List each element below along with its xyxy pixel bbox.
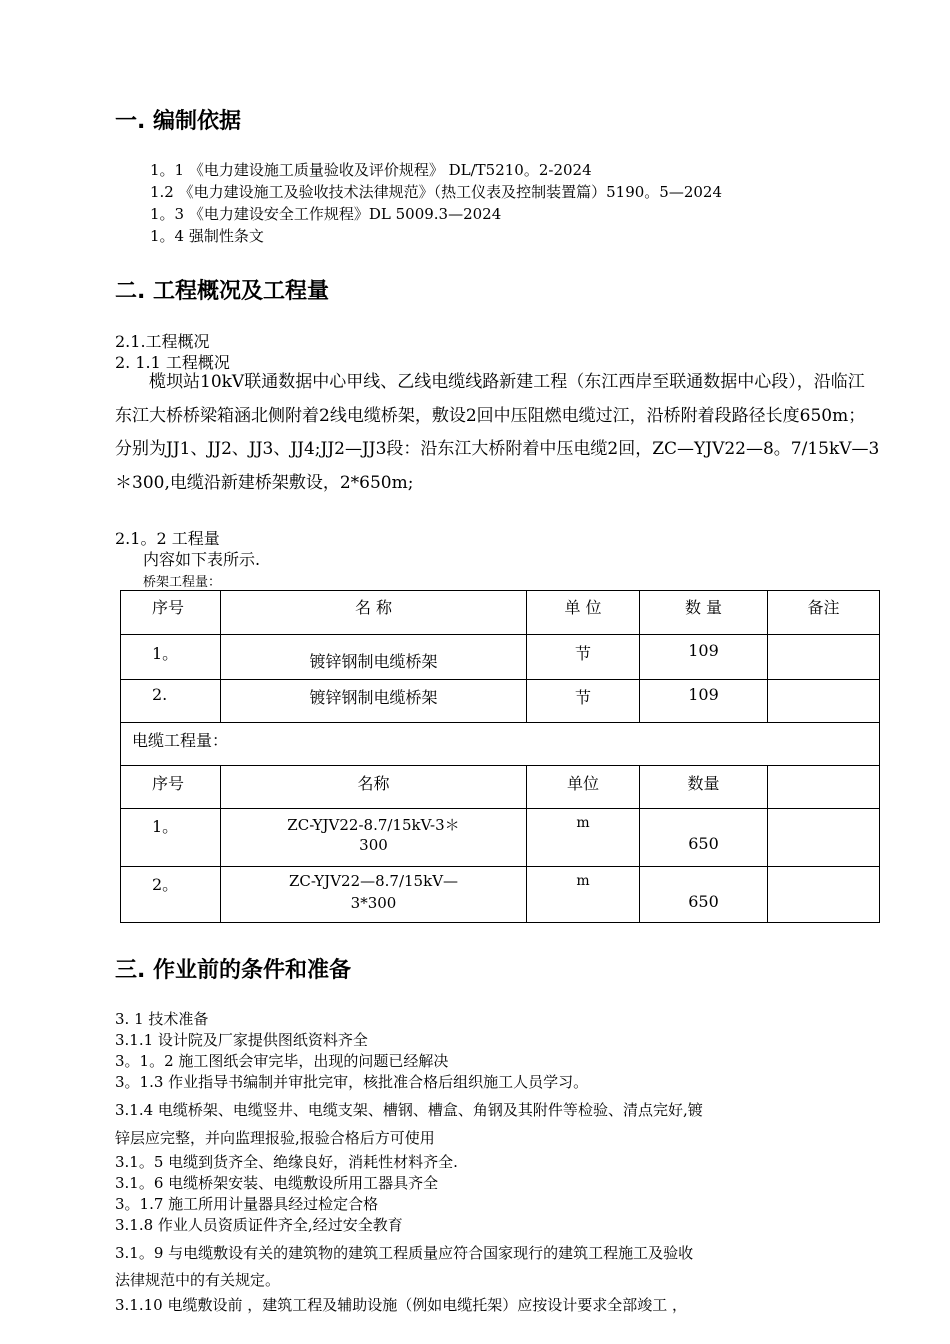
table-row: 1。 镀锌钢制电缆桥架 节 109 — [121, 635, 880, 680]
basis-item-4: 1。4 强制性条文 — [150, 227, 264, 245]
bridge-header-row — [121, 591, 880, 635]
table-row: 2. 镀锌钢制电缆桥架 节 109 — [121, 680, 880, 723]
prep-item: 3.1。5 电缆到货齐全、绝缘良好，消耗性材料齐全. — [115, 1153, 458, 1171]
prep-item: 3.1.1 设计院及厂家提供图纸资料齐全 — [115, 1031, 368, 1049]
basis-item-2: 1.2 《电力建设施工及验收技术法律规范》（热工仪表及控制装置篇）5190。5—2024 — [150, 183, 723, 201]
bridge-header-cell: 单 位 — [527, 591, 640, 635]
prep-item: 3。1.7 施工所用计量器具经过检定合格 — [115, 1195, 379, 1213]
section1-heading: 一. 编制依据 — [115, 109, 242, 134]
bridge-header-cell: 名 称 — [221, 591, 527, 635]
cable-caption-row — [121, 723, 880, 766]
bridge-table-caption: 桥架工程量： — [143, 575, 222, 590]
cable-header-row: 序号 名称 单位 数量 — [121, 766, 880, 809]
section3-heading: 三. 作业前的条件和准备 — [115, 958, 352, 983]
prep-item: 3。1。2 施工图纸会审完毕，出现的问题已经解决 — [115, 1052, 449, 1070]
sub-heading-2-1: 2.1.工程概况 — [115, 332, 210, 351]
section2-heading: 二. 工程概况及工程量 — [115, 279, 330, 304]
prep-item: 3.1.4 电缆桥架、电缆竖井、电缆支架、槽钢、槽盒、角钢及其附件等检验、清点完好,镀 — [115, 1101, 703, 1119]
basis-item-3: 1。3 《电力建设安全工作规程》DL 5009.3—2024 — [150, 205, 502, 223]
project-overview-paragraph: 榄坝站10kV联通数据中心甲线、乙线电缆线路新建工程（东江西岸至联通数据中心段），沿临江东江大桥桥梁箱涵北侧附着2线电缆桥架，敷设2回中压阻燃电缆过江，沿桥附着段路径长度650m；分别为JJ1、JJ2、JJ3、JJ4;JJ2—JJ3段：沿东江大桥附着中压电缆2回，ZC—YJV22—8。7/15kV—3＊300,电缆沿新建桥架敷设，2*650m; — [115, 372, 880, 493]
sub-heading-2-1-2: 2.1。2 工程量 — [115, 529, 220, 548]
prep-item: 法律规范中的有关规定。 — [115, 1271, 281, 1289]
table-row: 2。 ZC-YJV22—8.7/15kV— 3*300 m 650 — [121, 867, 880, 923]
prep-item: 3.1.10 电缆敷设前 ，建筑工程及辅助设施（例如电缆托架）应按设计要求全部竣工 ， — [115, 1296, 688, 1314]
basis-item-1: 1。1 《电力建设施工质量验收及评价规程》 DL/T5210。2-2024 — [150, 161, 592, 179]
prep-item: 3. 1 技术准备 — [115, 1010, 209, 1028]
bridge-header-cell: 备注 — [768, 591, 880, 635]
prep-item: 锌层应完整，并向监理报验,报验合格后方可使用 — [115, 1129, 435, 1147]
bridge-header-cell: 序号 — [121, 591, 221, 635]
table-intro: 内容如下表所示. — [143, 550, 261, 569]
table-row: 1。 ZC-YJV22-8.7/15kV-3＊ 300 m 650 — [121, 809, 880, 867]
bridge-header-cell: 数 量 — [640, 591, 768, 635]
sub-heading-2-1-1: 2. 1.1 工程概况 — [115, 353, 230, 372]
prep-item: 3.1。6 电缆桥架安装、电缆敷设所用工器具齐全 — [115, 1174, 439, 1192]
prep-item: 3。1.3 作业指导书编制并审批完审，核批准合格后组织施工人员学习。 — [115, 1073, 589, 1091]
prep-item: 3.1。9 与电缆敷设有关的建筑物的建筑工程质量应符合国家现行的建筑工程施工及验收 — [115, 1244, 694, 1262]
cable-table-caption: 电缆工程量： — [132, 731, 229, 750]
prep-item: 3.1.8 作业人员资质证件齐全,经过安全教育 — [115, 1216, 403, 1234]
quantity-table — [120, 590, 880, 923]
